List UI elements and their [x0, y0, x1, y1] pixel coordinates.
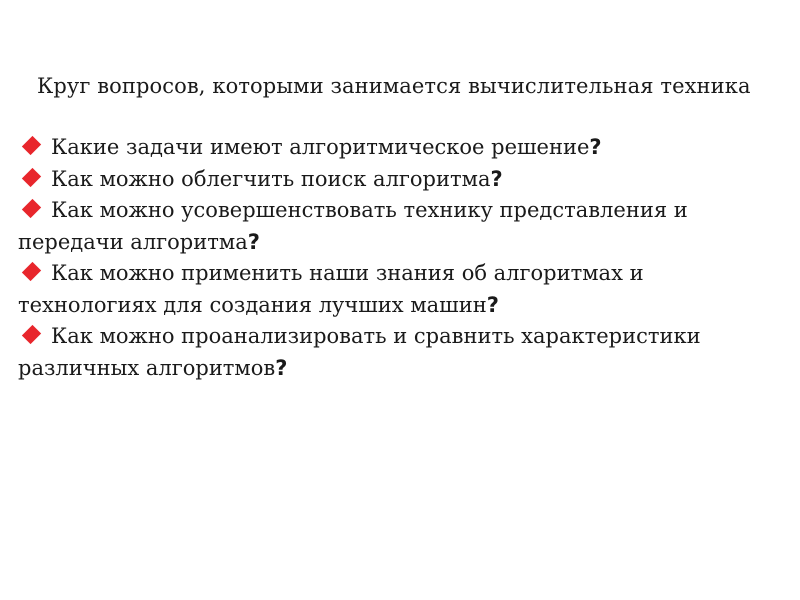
diamond-bullet-icon: [22, 262, 41, 281]
question-item: [18, 195, 788, 258]
question-text: Как можно применить наши знания об алгоритмах и технологиях для создания лучших машин: [18, 261, 644, 317]
question-mark: ?: [275, 355, 288, 380]
question-mark: ?: [486, 292, 499, 317]
question-item: [18, 258, 788, 321]
question-text: Как можно проанализировать и сравнить характеристики различных алгоритмов: [18, 324, 701, 380]
question-text: Как можно усовершенствовать технику представления и передачи алгоритма: [18, 198, 688, 254]
question-text: Как можно облегчить поиск алгоритма: [51, 166, 491, 191]
diamond-bullet-icon: [22, 325, 41, 344]
question-mark: ?: [589, 135, 602, 159]
question-item: [18, 132, 788, 164]
question-item: [18, 164, 788, 196]
question-item: [18, 321, 788, 384]
slide-heading: Круг вопросов, которыми занимается вычислительная техника: [37, 74, 751, 98]
question-mark: ?: [247, 229, 260, 254]
diamond-bullet-icon: [22, 136, 41, 155]
question-text: Какие задачи имеют алгоритмическое решение: [51, 135, 590, 159]
question-list: [18, 132, 788, 384]
diamond-bullet-icon: [22, 199, 41, 218]
diamond-bullet-icon: [22, 167, 41, 186]
question-mark: ?: [490, 166, 503, 191]
